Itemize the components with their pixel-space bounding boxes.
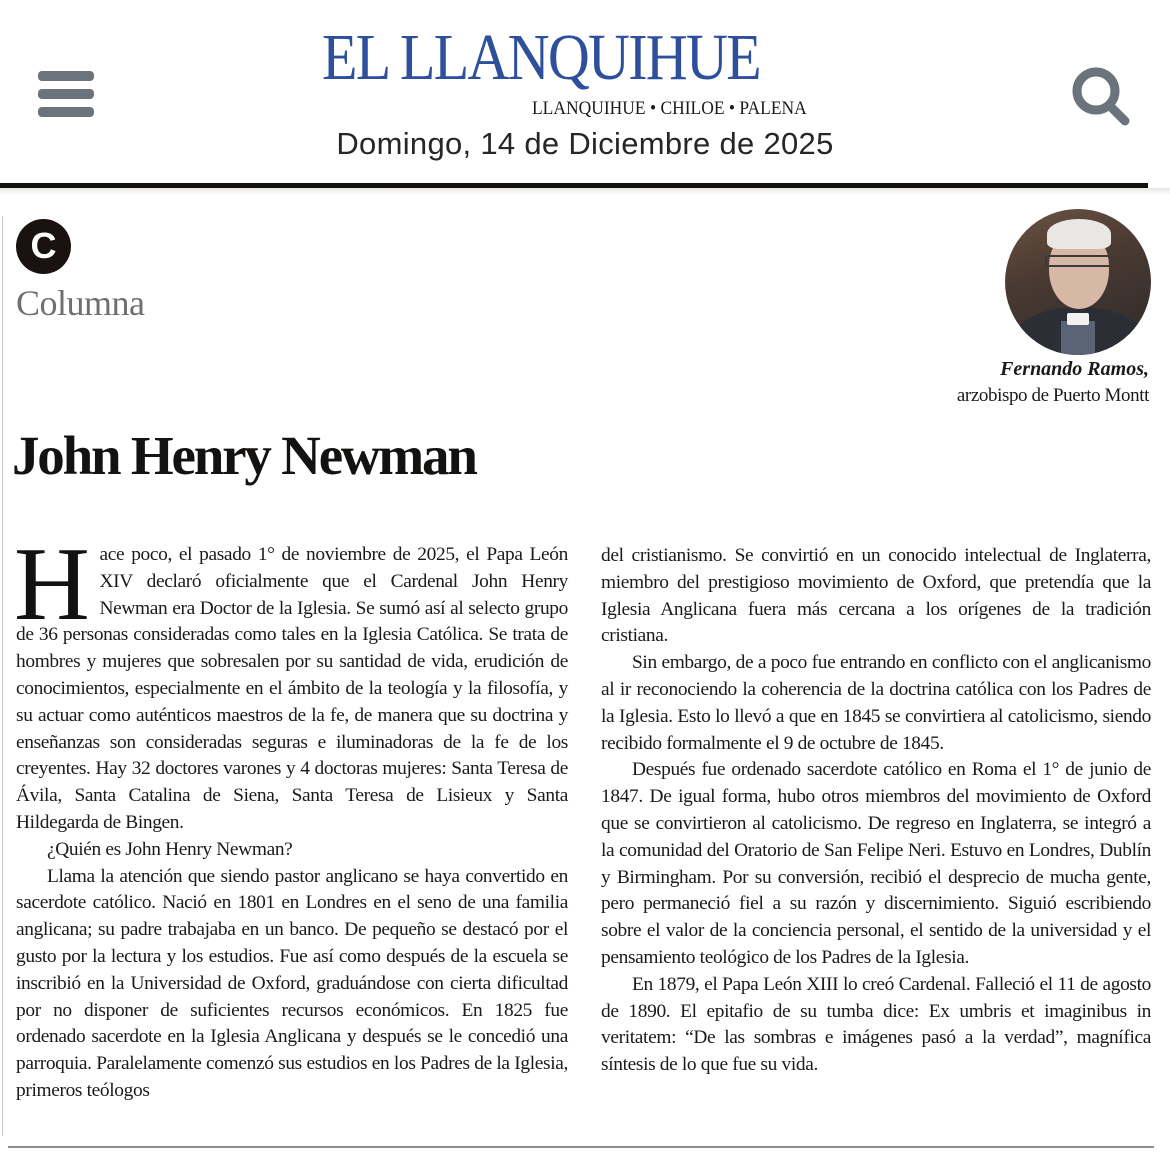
article-headline: John Henry Newman xyxy=(12,425,476,486)
author-name: Fernando Ramos, xyxy=(1000,358,1149,380)
article-paragraph: En 1879, el Papa León XIII lo creó Cardenal. Falleció el 11 de agosto de 1890. El epitafio de su tumba dice: Ex umbris et imaginibus in veritatem: “De las sombras e imágenes pasó a la verdad”, magnífica síntesis de lo que fue su vida. xyxy=(601,973,1151,1076)
author-avatar xyxy=(1005,209,1151,355)
article-subheading: ¿Quién es John Henry Newman? xyxy=(47,838,293,860)
clipping-left-edge xyxy=(2,216,3,1136)
edition-date-text: Domingo, 14 de Diciembre de 2025 xyxy=(336,126,834,161)
brand-title: EL LLANQUIHUE xyxy=(322,21,760,94)
section-label: Columna xyxy=(16,283,145,323)
article-paragraph: Hace poco, el pasado 1° de noviembre de 2025, el Papa León XIV declaró oficialmente que el Cardenal John Henry Newman era Doctor de la Iglesia. Se sumó así al selecto grupo de 36 personas consideradas como tales en la Iglesia Católica. Se trata de hombres y mujeres que sobresalen por su santidad de vida, erudición de conocimientos, especialmente en el ámbito de la teología y la filosofía, y su actuar como auténticos maestros de la fe, de manera que su doctrina y enseñanzas son consideradas seguras e iluminadoras de la fe de los creyentes. Hay 32 doctores varones y 4 doctoras mujeres: Santa Teresa de Ávila, Santa Catalina de Siena, Santa Teresa de Lisieux y Santa Hildegarda de Bingen. xyxy=(14,525,568,833)
brand-logo[interactable] xyxy=(322,21,852,119)
drop-cap: H xyxy=(14,525,90,642)
column-badge-icon: C xyxy=(16,219,71,274)
menu-bar xyxy=(38,107,94,117)
edition-date xyxy=(0,126,1170,162)
article-paragraph: del cristianismo. Se convirtió en un conocido intelectual de Inglaterra, miembro del prestigioso movimiento de Oxford, que pretendía que la Iglesia Anglicana fuera más cercana a los orígenes de la tradición cristiana. xyxy=(601,545,1151,647)
site-header xyxy=(0,0,1170,186)
search-icon xyxy=(1070,66,1134,130)
clipping-bottom-rule xyxy=(8,1146,1154,1148)
article-column-right xyxy=(601,543,1151,1079)
hamburger-menu-button[interactable] xyxy=(38,70,96,118)
article-paragraph: Llama la atención que siendo pastor anglicano se haya convertido en sacerdote católico. Nació en 1801 en Londres en el seno de una familia anglicana; su padre trabajaba en un banco. De pequeño se destacó por el gusto por la lectura y los estudios. Fue así como después de la escuela se inscribió en la Universidad de Oxford, graduándose con cierta dificultad por no disponer de suficientes recursos económicos. En 1825 fue ordenado sacerdote en la Iglesia Anglicana y después se le concedió una parroquia. Paralelamente comenzó sus estudios en los Padres de la Iglesia, primeros teólogos xyxy=(16,865,568,1101)
article-column-left xyxy=(14,525,568,1105)
menu-bar xyxy=(38,71,94,81)
menu-bar xyxy=(38,89,94,99)
brand-subtitle: LLANQUIHUE • CHILOE • PALENA xyxy=(532,98,807,119)
author-role: arzobispo de Puerto Montt xyxy=(956,385,1149,406)
header-shadow xyxy=(0,188,1170,194)
search-button[interactable] xyxy=(1070,66,1134,130)
article-paragraph: Sin embargo, de a poco fue entrando en conflicto con el anglicanismo al ir reconociendo la coherencia de la doctrina católica con los Padres de la Iglesia. Esto lo llevó a que en 1845 se convirtiera al catolicismo, siendo recibido formalmente el 9 de octubre de 1845. xyxy=(601,652,1151,754)
article-paragraph: Después fue ordenado sacerdote católico en Roma el 1° de junio de 1847. De igual forma, hubo otros miembros del movimiento de Oxford que se convirtieron al catolicismo. De regreso en Inglaterra, se integró a la comunidad del Oratorio de San Felipe Neri. Estuvo en Londres, Dublín y Birmingham. Por su conversión, recibió el desprecio de mucha gente, pero permaneció fiel a su razón y discernimiento. Siguió escribiendo sobre el valor de la conciencia personal, el sentido de la universidad y el pensamiento teológico de los Padres de la Iglesia. xyxy=(601,759,1151,968)
